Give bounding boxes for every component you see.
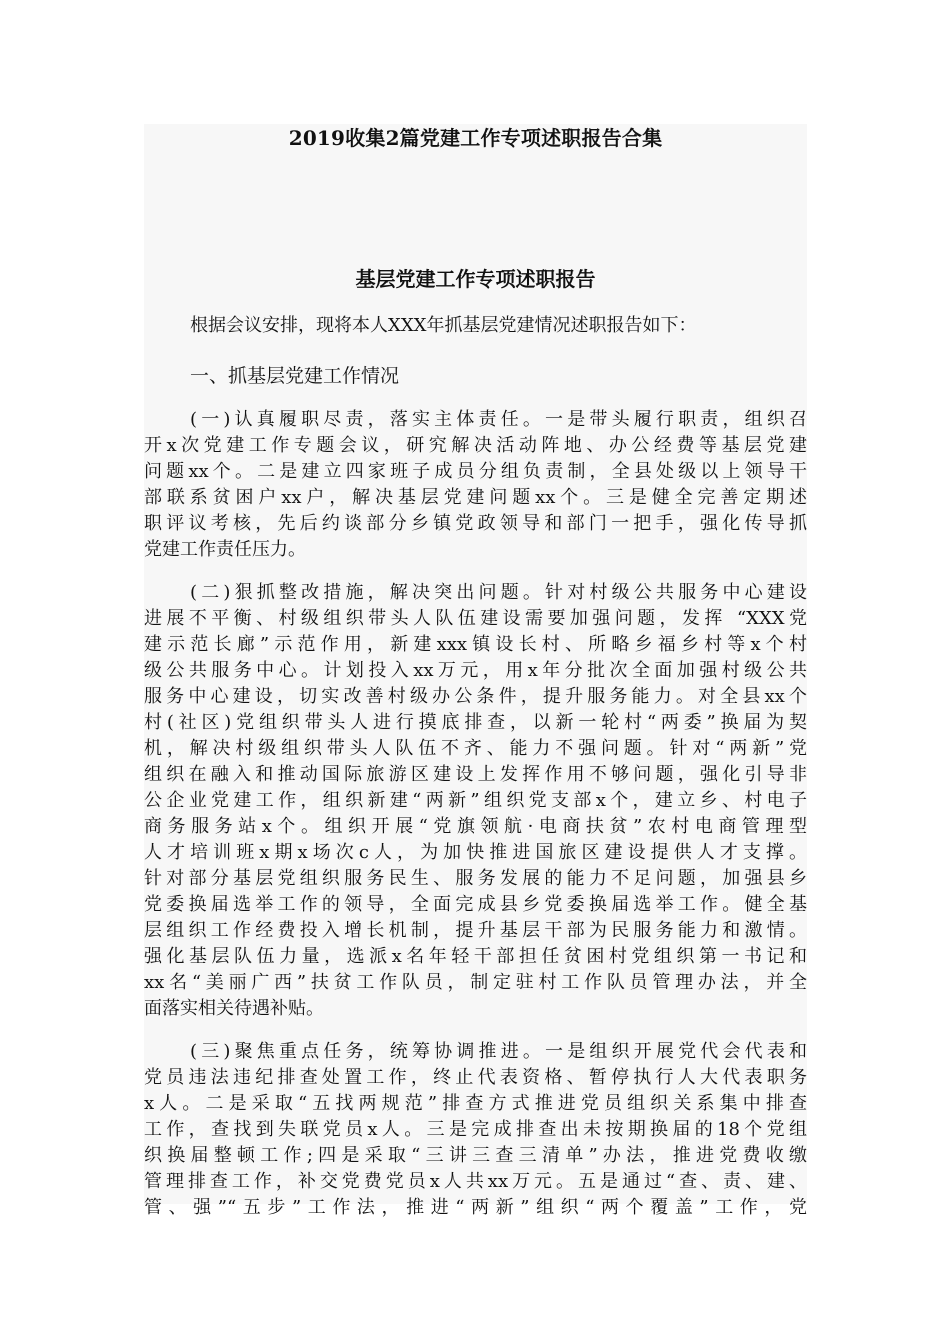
paragraph-3-line: 工作，查找到失联党员x人。三是完成排查出未按期换届的18个党组 [144, 1119, 807, 1140]
paragraph-2-line: 面落实相关待遇补贴。 [144, 998, 324, 1019]
report-title: 基层党建工作专项述职报告 [355, 267, 596, 291]
paragraph-2-line: 商务服务站x个。组织开展“党旗领航·电商扶贫”农村电商管理型 [144, 816, 807, 837]
paragraph-2-line: (二)狠抓整改措施，解决突出问题。针对村级公共服务中心建设 [190, 582, 807, 603]
document-main-title: 2019收集2篇党建工作专项述职报告合集 [288, 126, 663, 150]
intro-paragraph: 根据会议安排，现将本人XXX年抓基层党建情况述职报告如下： [190, 315, 697, 336]
paragraph-3-line: 管、强”“五步”工作法，推进“两新”组织“两个覆盖”工作，党 [144, 1197, 807, 1218]
paragraph-3-line: 党员违法违纪排查处置工作，终止代表资格、暂停执行人大代表职务 [144, 1067, 807, 1088]
paragraph-2-line: 人才培训班x期x场次c人，为加快推进国旅区建设提供人才支撑。 [144, 842, 807, 863]
paragraph-1-line: 问题xx个。二是建立四家班子成员分组负责制，全县处级以上领导干 [144, 461, 807, 482]
paragraph-3-line: 织换届整顿工作;四是采取“三讲三查三清单”办法，推进党费收缴 [144, 1145, 807, 1166]
paragraph-2-line: 强化基层队伍力量，选派x名年轻干部担任贫困村党组织第一书记和 [144, 946, 807, 967]
paragraph-2-line: 党委换届选举工作的领导，全面完成县乡党委换届选举工作。健全基 [144, 894, 807, 915]
paragraph-2-line: 建示范长廊”示范作用，新建xxx镇设长村、所略乡福乡村等x个村 [144, 634, 807, 655]
paragraph-1-line: 开x次党建工作专题会议，研究解决活动阵地、办公经费等基层党建 [144, 435, 807, 456]
document-page [144, 124, 807, 1218]
paragraph-2-line: 服务中心建设，切实改善村级办公条件，提升服务能力。对全县xx个 [144, 686, 807, 707]
paragraph-1-line: 职评议考核，先后约谈部分乡镇党政领导和部门一把手，强化传导抓 [144, 513, 807, 534]
paragraph-2-line: xx名“美丽广西”扶贫工作队员，制定驻村工作队员管理办法，并全 [144, 972, 807, 993]
paragraph-3-line: 管理排查工作，补交党费党员x人共xx万元。五是通过“查、责、建、 [144, 1171, 807, 1192]
paragraph-1-line: (一)认真履职尽责，落实主体责任。一是带头履行职责，组织召 [190, 409, 807, 430]
paragraph-2-line: 层组织工作经费投入增长机制，提升基层干部为民服务能力和激情。 [144, 920, 807, 941]
paragraph-2-line: 针对部分基层党组织服务民生、服务发展的能力不足问题，加强县乡 [144, 868, 807, 889]
paragraph-1-line: 党建工作责任压力。 [144, 539, 306, 560]
paragraph-2-line: 村(社区)党组织带头人进行摸底排查，以新一轮村“两委”换届为契 [144, 712, 807, 733]
paragraph-2-line: 进展不平衡、村级组织带头人队伍建设需要加强问题，发挥 “XXX党 [144, 608, 807, 629]
paragraph-3-line: (三)聚焦重点任务，统筹协调推进。一是组织开展党代会代表和 [190, 1041, 807, 1062]
paragraph-1-line: 部联系贫困户xx户，解决基层党建问题xx个。三是健全完善定期述 [144, 487, 807, 508]
paragraph-2-line: 级公共服务中心。计划投入xx万元，用x年分批次全面加强村级公共 [144, 660, 807, 681]
paragraph-2-line: 公企业党建工作，组织新建“两新”组织党支部x个，建立乡、村电子 [144, 790, 807, 811]
section-heading: 一、抓基层党建工作情况 [190, 365, 400, 387]
paragraph-2-line: 机，解决村级组织带头人队伍不齐、能力不强问题。针对“两新”党 [144, 738, 807, 759]
paragraph-2-line: 组织在融入和推动国际旅游区建设上发挥作用不够问题，强化引导非 [144, 764, 807, 785]
paragraph-3-line: x人。二是采取“五找两规范”排查方式推进党员组织关系集中排查 [144, 1093, 807, 1114]
